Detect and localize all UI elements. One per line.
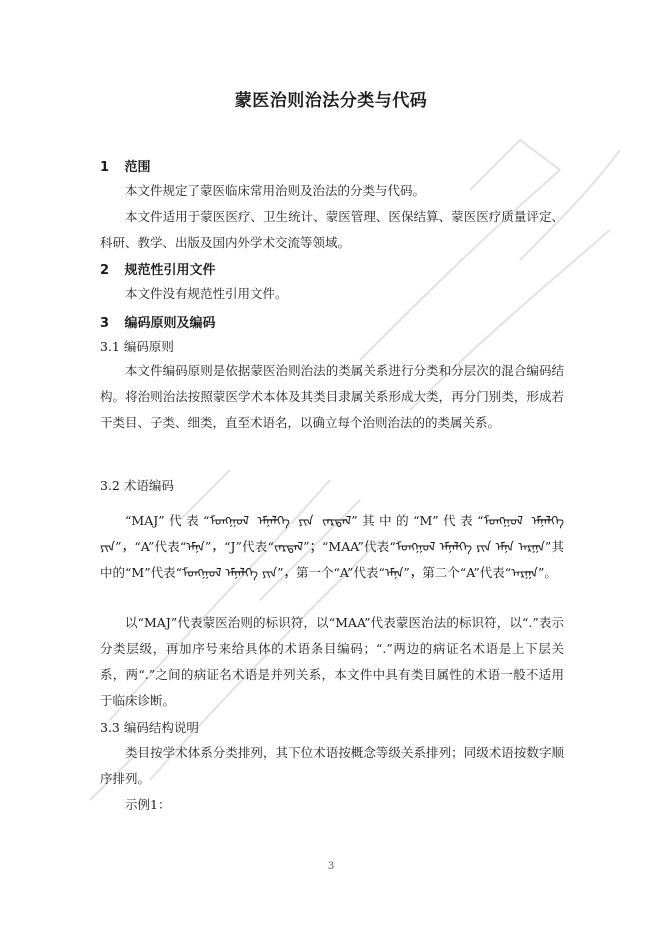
section-title: 编码原则及编码 <box>124 316 216 331</box>
subsection-3-3-paragraph: 类目按学术体系分类排列，其下位术语按概念等级关系排列；同级术语按数字顺序排列。 <box>100 745 564 786</box>
section-title: 规范性引用文件 <box>124 263 216 278</box>
section-number: 3 <box>100 316 110 331</box>
document-title: 蒙医治则治法分类与代码 <box>234 91 428 111</box>
section-number: 1 <box>100 160 110 175</box>
page-number: 3 <box>327 861 335 872</box>
subsection-3-2-paragraph-2: 以“MAJ”代表蒙医治则的标识符，以“MAA”代表蒙医治法的标识符，以“.”表示分类层级，再加序号来给具体的术语条目编码；“.”两边的病证名术语是上下层关系，两“.”之间的病证名术语是并列关系，本文件中具有类目属性的术语一般不适用于临床诊断。 <box>100 615 564 708</box>
section-3-heading <box>100 312 216 331</box>
section-1-paragraph-1: 本文件规定了蒙医临床常用治则及治法的分类与代码。 <box>125 183 426 198</box>
section-2-heading <box>100 259 216 278</box>
section-1-paragraph-2: 本文件适用于蒙医医疗、卫生统计、蒙医管理、医保结算、蒙医医疗质量评定、科研、教学、出版及国内外学术交流等领域。 <box>100 209 564 250</box>
example-label: 示例1： <box>125 797 171 812</box>
subsection-3-2-paragraph-1: “MAJ”代表“ᠮᠣᠩᠭᠣᠯ ᠡᠮᠨᠡᠯᠭᠡ ᠶᠢᠨ ᠵᠠᠷᠳᠠᠯ”其中的“M”代表“ᠮᠣᠩᠭᠣᠯ ᠡᠮᠨᠡᠯᠭᠡ ᠶᠢᠨ”，“A”代表“ᠡᠮᠨᠡ”，“J”代表“ᠵᠠᠷᠳᠠᠯ”；“MAA”代表“ᠮᠣᠩᠭᠣᠯ ᠡᠮᠨᠡᠯᠭᠡ ᠶᠢᠨ ᠡᠮᠨᠡ ᠠᠷᠭᠠ”其中的“M”代表“ᠮᠣᠩᠭᠣᠯ ᠡᠮᠨᠡᠯᠭᠡ ᠶᠢᠨ”，第一个“A”代表“ᠡᠮᠨᠡ”，第二个“A”代表“ᠠᠷᠭᠠ”。 <box>100 513 564 580</box>
subsection-3-2-heading: 3.2 术语编码 <box>100 478 174 493</box>
section-title: 范围 <box>124 160 151 175</box>
section-2-paragraph-1: 本文件没有规范性引用文件。 <box>125 286 288 301</box>
subsection-3-3-heading: 3.3 编码结构说明 <box>100 720 199 735</box>
subsection-3-1-heading: 3.1 编码原则 <box>100 339 174 354</box>
section-number: 2 <box>100 263 110 278</box>
subsection-3-1-paragraph: 本文件编码原则是依据蒙医治则治法的类属关系进行分类和分层次的混合编码结构。将治则治法按照蒙医学术本体及其类目隶属关系形成大类，再分门别类，形成若干类目、子类、细类，直至术语名，以确立每个治则治法的的类属关系。 <box>100 363 564 430</box>
section-1-heading <box>100 156 151 175</box>
